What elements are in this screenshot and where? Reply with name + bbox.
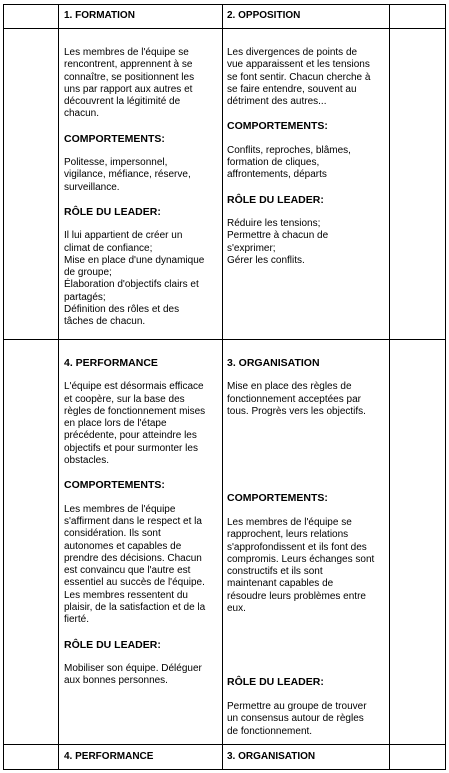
- footer-row-divider: [3, 744, 446, 745]
- organisation-description: Mise en place des règles de fonctionnement acceptées par tous. Progrès vers les objectifs.: [227, 381, 366, 417]
- opposition-description: Les divergences de points de vue apparaissent et les tensions se font sentir. Chacun cherche à se faire entendre, souvent au détriment des autres...: [227, 47, 371, 108]
- performance-title: 4. PERFORMANCE: [64, 357, 158, 369]
- organisation-role: Permettre au groupe de trouver un consensus autour de règles de fonctionnement.: [227, 701, 367, 737]
- table-border-top: [3, 4, 446, 5]
- footer-organisation: 3. ORGANISATION: [227, 751, 316, 762]
- formation-cell: [64, 47, 220, 329]
- performance-role-label: RÔLE DU LEADER:: [64, 638, 161, 651]
- header-formation: 1. FORMATION: [64, 10, 135, 21]
- performance-cell: [64, 357, 220, 688]
- organisation-role-label: RÔLE DU LEADER:: [227, 676, 324, 688]
- formation-role: Il lui appartient de créer un climat de confiance; Mise en place d'une dynamique de groupe; Élaboration d'objectifs clairs et partagés; Définition des rôles et des tâches de chacun.: [64, 230, 205, 328]
- middle-row-divider: [3, 339, 446, 340]
- table-divider-1: [58, 4, 59, 770]
- performance-role: Mobiliser son équipe. Déléguer aux bonnes personnes.: [64, 662, 202, 687]
- organisation-title: 3. ORGANISATION: [227, 357, 320, 369]
- table-divider-2: [222, 4, 223, 770]
- organisation-cell: [227, 357, 387, 418]
- opposition-cell: [227, 47, 387, 267]
- performance-comportements-label: COMPORTEMENTS:: [64, 479, 165, 492]
- table-border-bottom: [3, 769, 446, 770]
- organisation-comportements: Les membres de l'équipe se rapprochent, leurs relations s'approfondissent et ils font des compromis. Leurs échanges sont constructifs et ils sont maintenant capables de résoudre leurs problèmes entre eux.: [227, 517, 375, 615]
- formation-role-label: RÔLE DU LEADER:: [64, 205, 161, 218]
- opposition-role: Réduire les tensions; Permettre à chacun de s'exprimer; Gérer les conflits.: [227, 217, 329, 266]
- table-divider-3: [389, 4, 390, 770]
- header-row-divider: [3, 28, 446, 29]
- opposition-role-label: RÔLE DU LEADER:: [227, 193, 324, 206]
- formation-comportements: Politesse, impersonnel, vigilance, méfiance, réserve, surveillance.: [64, 157, 191, 193]
- opposition-comportements: Conflits, reproches, blâmes, formation de cliques, affrontements, départs: [227, 144, 351, 181]
- performance-description: L'équipe est désormais efficace et coopère, sur la base des règles de fonctionnement mises en place lors de l'étape précédente, pour atteindre les objectifs et pour surmonter les obstacles.: [64, 381, 206, 467]
- opposition-comportements-label: COMPORTEMENTS:: [227, 120, 328, 133]
- organisation-comportements-label: COMPORTEMENTS:: [227, 492, 328, 504]
- performance-comportements: Les membres de l'équipe s'affirment dans le respect et la considération. Ils sont autonomes et capables de prendre des décisions. Chacun est convaincu que l'autre est essentiel au succès de l'équipe. Les membres ressentent du plaisir, de la satisfaction et de la fierté.: [64, 503, 206, 626]
- formation-description: Les membres de l'équipe se rencontrent, apprennent à se connaître, se positionnent les uns par rapport aux autres et découvrent la légitimité de chacun.: [64, 47, 195, 120]
- footer-performance: 4. PERFORMANCE: [64, 751, 154, 762]
- formation-comportements-label: COMPORTEMENTS:: [64, 132, 165, 145]
- table-border-right: [445, 4, 446, 770]
- table-border-left: [3, 4, 4, 770]
- header-opposition: 2. OPPOSITION: [227, 10, 301, 21]
